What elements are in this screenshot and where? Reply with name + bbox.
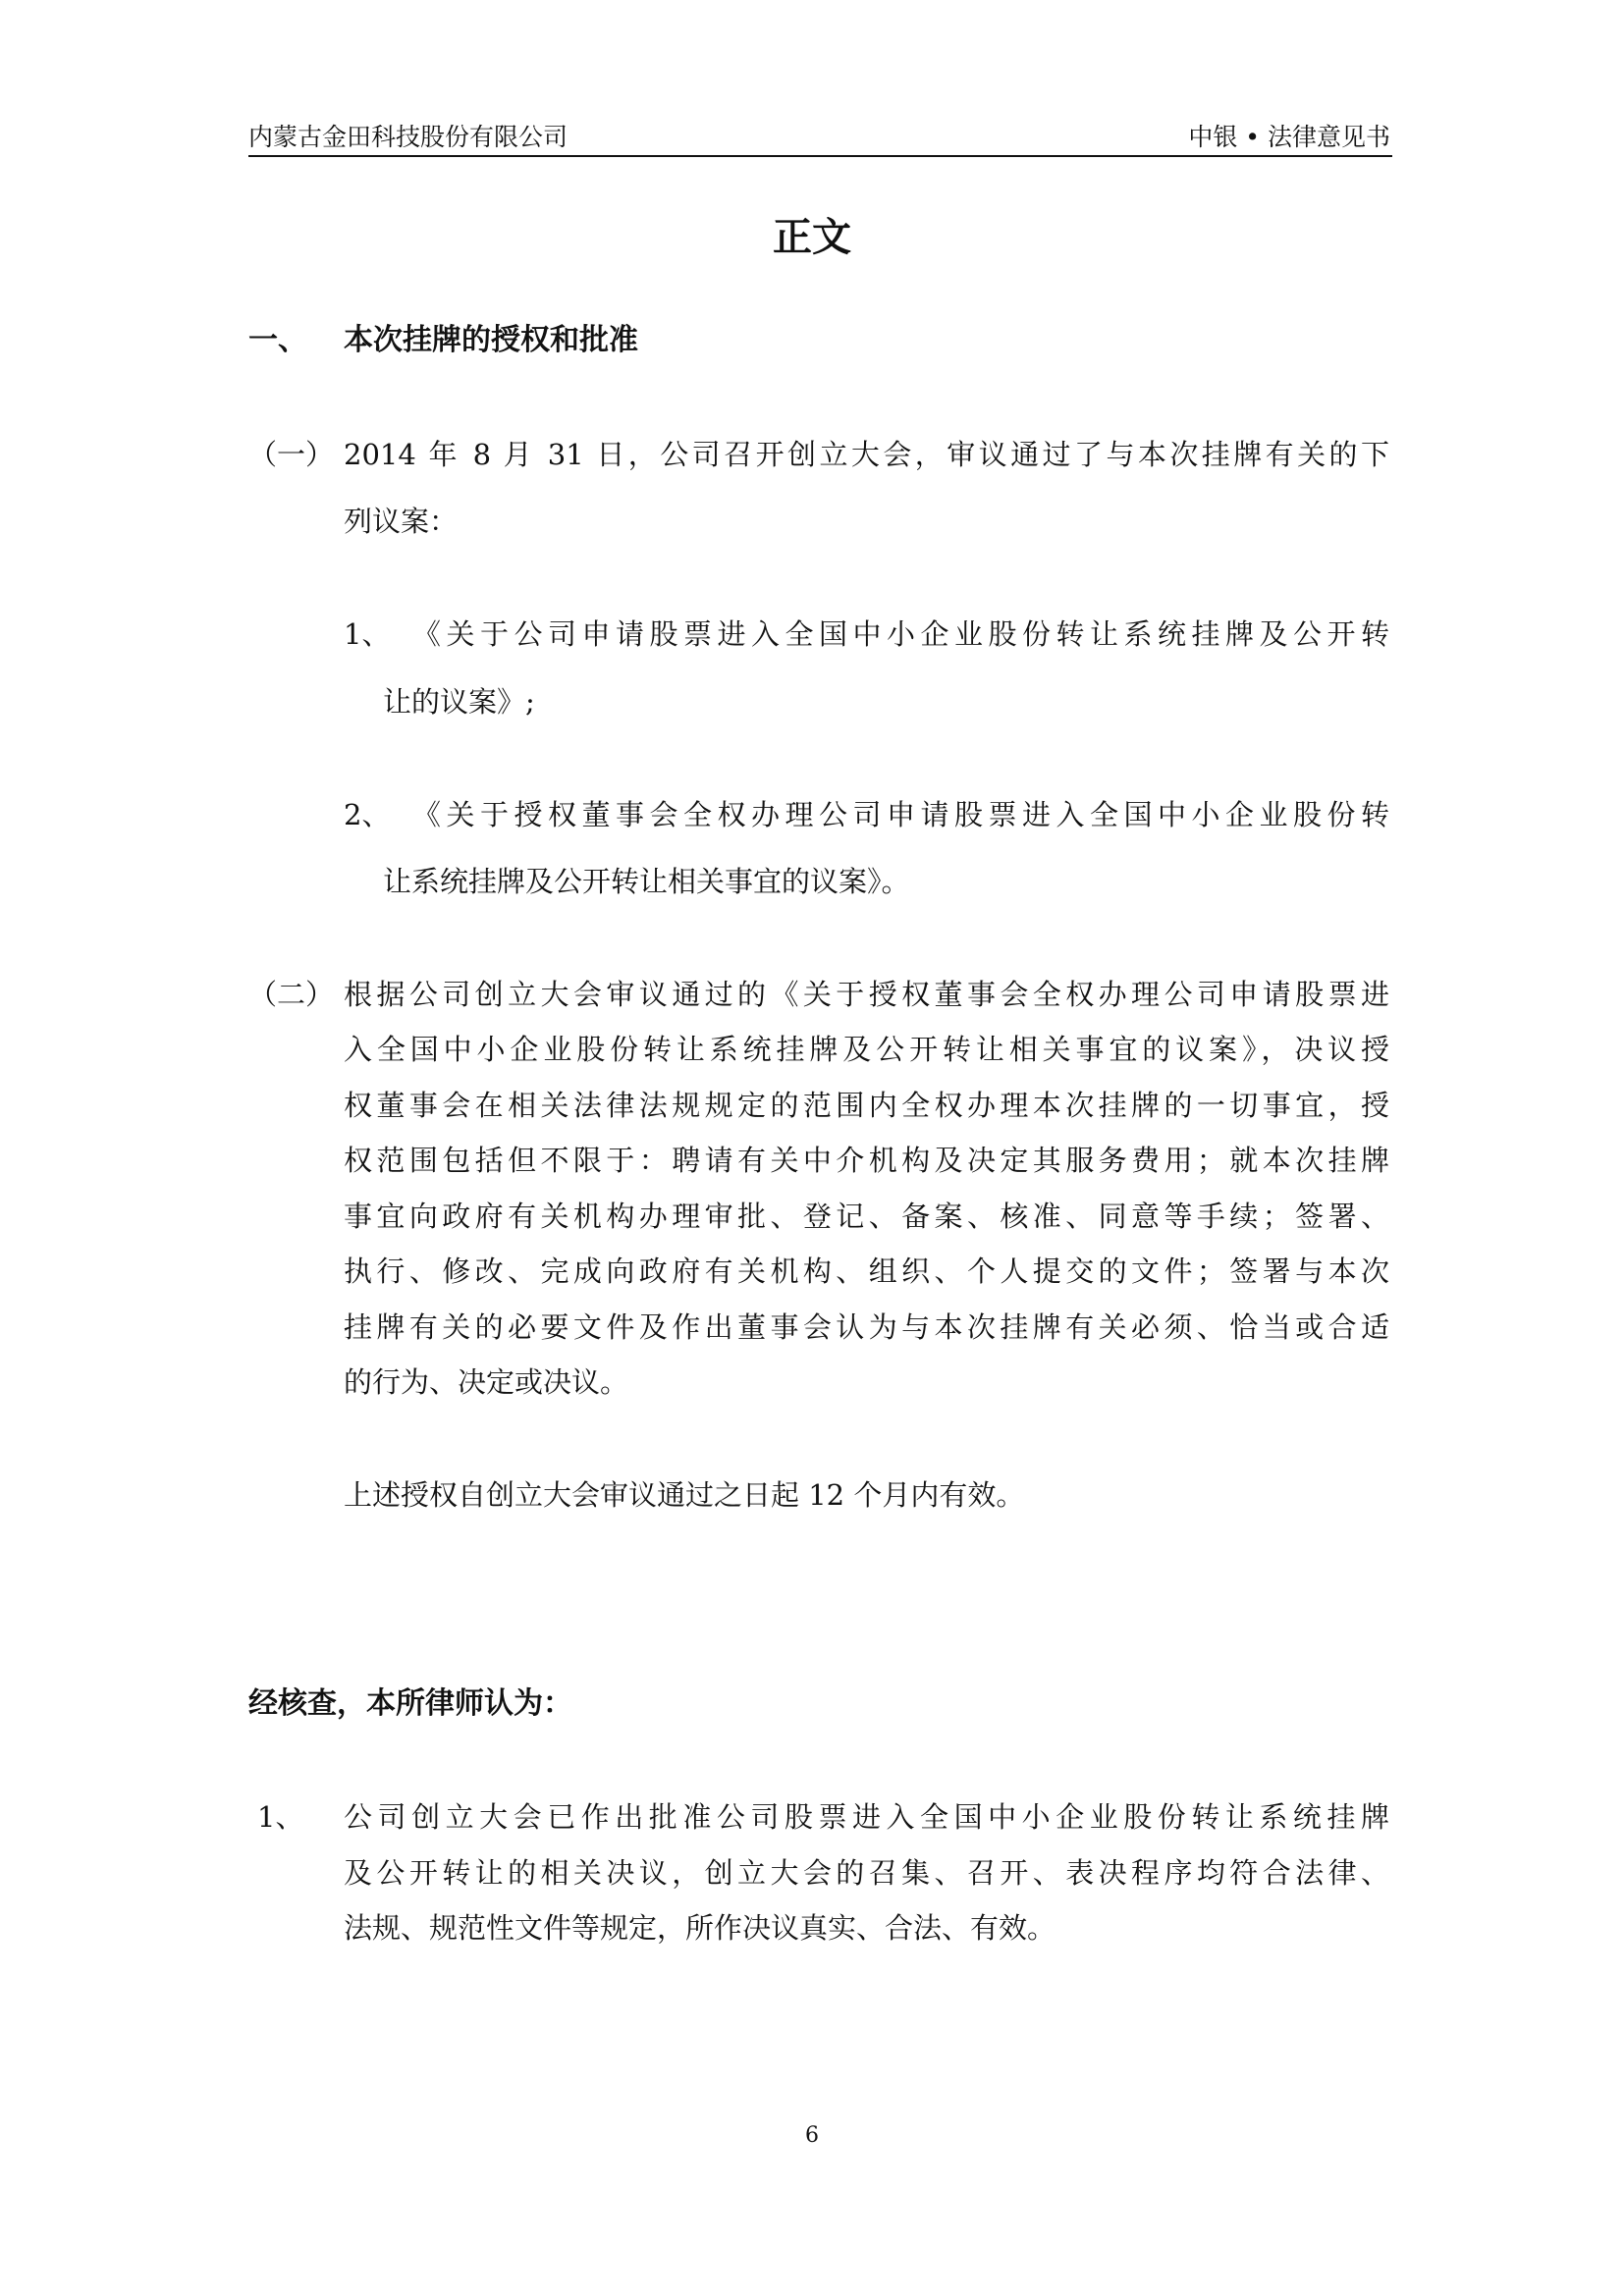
paragraph-marker: （二） bbox=[248, 978, 335, 1011]
paragraph-line: 的行为、决定或决议。 bbox=[344, 1365, 629, 1399]
motion-number: 2、 bbox=[344, 798, 391, 831]
conclusion-heading: 经核查，本所律师认为： bbox=[248, 1686, 572, 1721]
paragraph-line: 事宜向政府有关机构办理审批、登记、备案、核准、同意等手续；签署、 bbox=[344, 1200, 1389, 1233]
motion-line: 《关于授权董事会全权办理公司申请股票进入全国中小企业股份转 bbox=[412, 798, 1389, 831]
conclusion-item-number: 1、 bbox=[257, 1800, 304, 1834]
header-document-type: 中银 • 法律意见书 bbox=[1188, 123, 1390, 151]
paragraph-line: 2014 年 8 月 31 日，公司召开创立大会，审议通过了与本次挂牌有关的下 bbox=[344, 438, 1389, 471]
conclusion-line: 公司创立大会已作出批准公司股票进入全国中小企业股份转让系统挂牌 bbox=[344, 1800, 1389, 1834]
motion-number: 1、 bbox=[344, 617, 391, 651]
paragraph-line: 挂牌有关的必要文件及作出董事会认为与本次挂牌有关必须、恰当或合适 bbox=[344, 1310, 1389, 1344]
page-header bbox=[248, 110, 1392, 157]
page-title: 正文 bbox=[773, 215, 851, 260]
paragraph-line: 权董事会在相关法律法规规定的范围内全权办理本次挂牌的一切事宜，授 bbox=[344, 1089, 1389, 1122]
motion-line: 让系统挂牌及公开转让相关事宜的议案》。 bbox=[383, 865, 910, 898]
paragraph-line: 权范围包括但不限于：聘请有关中介机构及决定其服务费用；就本次挂牌 bbox=[344, 1144, 1389, 1177]
section-heading: 本次挂牌的授权和批准 bbox=[344, 323, 638, 357]
paragraph-line: 执行、修改、完成向政府有关机构、组织、个人提交的文件；签署与本次 bbox=[344, 1255, 1389, 1288]
section-number: 一、 bbox=[248, 323, 307, 357]
paragraph-marker: （一） bbox=[248, 438, 335, 471]
motion-line: 让的议案》; bbox=[383, 685, 535, 719]
paragraph-line: 列议案： bbox=[344, 505, 459, 538]
paragraph-line: 入全国中小企业股份转让系统挂牌及公开转让相关事宜的议案》，决议授 bbox=[344, 1033, 1389, 1066]
header-company-name: 内蒙古金田科技股份有限公司 bbox=[248, 123, 568, 151]
conclusion-line: 及公开转让的相关决议，创立大会的召集、召开、表决程序均符合法律、 bbox=[344, 1856, 1389, 1890]
paragraph-line: 根据公司创立大会审议通过的《关于授权董事会全权办理公司申请股票进 bbox=[344, 978, 1389, 1011]
page-number: 6 bbox=[805, 2123, 819, 2148]
conclusion-line: 法规、规范性文件等规定，所作决议真实、合法、有效。 bbox=[344, 1911, 1056, 1945]
validity-statement: 上述授权自创立大会审议通过之日起 12 个月内有效。 bbox=[344, 1478, 1025, 1512]
motion-line: 《关于公司申请股票进入全国中小企业股份转让系统挂牌及公开转 bbox=[412, 617, 1389, 651]
